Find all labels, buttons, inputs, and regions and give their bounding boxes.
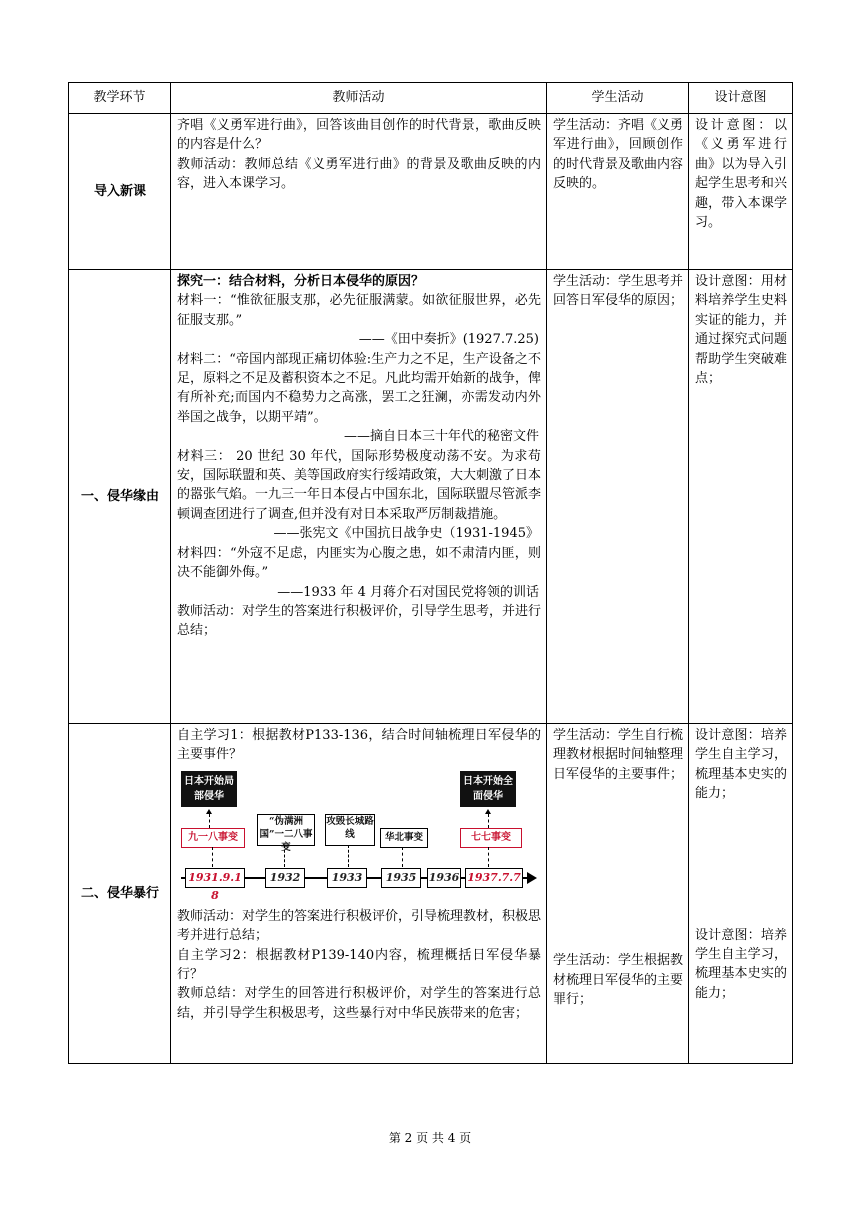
- student-activity: 学生活动：齐唱《义勇军进行曲》，回顾创作的时代背景及歌曲内容反映的。: [547, 114, 689, 270]
- student-activity: [547, 724, 689, 1064]
- teacher-summary: 教师活动：对学生的答案进行积极评价，引导学生思考，并进行总结；: [177, 603, 542, 639]
- timeline-year: 1935: [381, 868, 421, 888]
- text-line: 教师活动：教师总结《义勇军进行曲》的背景及歌曲反映的内容，进入本课学习。: [177, 156, 541, 192]
- inquiry-heading: 探究一：结合材料，分析日本侵华的原因？: [177, 274, 425, 289]
- spacer: [553, 784, 683, 951]
- section-label: 一、侵华缘由: [69, 270, 171, 724]
- design-intent-1: 设计意图：培养学生自主学习，梳理基本史实的能力；: [695, 728, 787, 802]
- dotted-connector: [402, 847, 403, 867]
- design-intent: 设计意图：用材料培养学生史料实证的能力，并通过探究式问题帮助学生突破难点；: [689, 270, 793, 724]
- student-activity: 学生活动：学生思考并回答日军侵华的原因；: [547, 270, 689, 724]
- section-label: 二、侵华暴行: [69, 724, 171, 1064]
- timeline-top-label: 日本开始局部侵华: [181, 771, 237, 807]
- material-1: 材料一：“惟欲征服支那，必先征服满蒙。如欲征服世界，必先征服支那。”: [177, 293, 541, 328]
- student-activity-2: 学生活动：学生根据教材梳理日军侵华的主要罪行；: [553, 953, 684, 1008]
- teacher-activity: [171, 270, 547, 724]
- timeline-year: 1936: [427, 868, 461, 888]
- section-label: 导入新课: [69, 114, 171, 270]
- material-4: 材料四：“外寇不足虑，内匪实为心腹之患，如不肃清内匪，则决不能御外侮。”: [177, 545, 541, 581]
- material-4-source: ——1933 年 4 月蒋介石对国民党将领的训话: [277, 584, 539, 600]
- design-intent: 设计意图：以《义勇军进行曲》以为导入引起学生思考和兴趣，带入本课学习。: [689, 114, 793, 270]
- teacher-activity: [171, 114, 547, 270]
- teacher-activity: [171, 724, 547, 1064]
- dotted-connector: [212, 847, 213, 867]
- timeline-event: 华北事变: [380, 828, 428, 848]
- dotted-connector: [488, 847, 489, 867]
- header-teacher: 教师活动: [171, 83, 547, 114]
- table-row: [69, 270, 793, 724]
- header-design: 设计意图: [689, 83, 793, 114]
- invasion-timeline: [177, 771, 537, 903]
- dotted-connector: [284, 845, 285, 867]
- self-study-1: 自主学习1：根据教材P133-136，结合时间轴梳理日军侵华的主要事件？: [177, 728, 541, 763]
- table-header-row: [69, 83, 793, 114]
- arrow-right-icon: [527, 872, 537, 884]
- material-1-source: ——《田中奏折》(1927.7.25): [358, 332, 539, 348]
- design-intent-2: 设计意图：培养学生自主学习，梳理基本史实的能力；: [695, 927, 787, 1001]
- text-line: 齐唱《义勇军进行曲》，回答该曲目创作的时代背景，歌曲反映的内容是什么？: [177, 118, 541, 153]
- table-row: [69, 114, 793, 270]
- material-3: 材料三： 20 世纪 30 年代，国际形势极度动荡不安。为求苟安，国际联盟和英、美等国政府实行绥靖政策，大大刺激了日本的嚣张气焰。一九三一年日本侵占中国东北，国际联盟尽管派李顿调查团进行了调查,但并没有对日本采取严厉制裁措施。: [177, 448, 542, 522]
- dotted-connector: [209, 814, 210, 828]
- student-activity-1: 学生活动：学生自行梳理教材根据时间轴整理日军侵华的主要事件；: [553, 728, 684, 782]
- header-stage: 教学环节: [69, 83, 171, 114]
- timeline-year: 1937.7.7: [465, 868, 523, 888]
- timeline-year: 1931.9.18: [185, 868, 245, 888]
- table-row: [69, 724, 793, 1064]
- teacher-summary: 教师活动：对学生的答案进行积极评价，引导梳理教材，积极思考并进行总结；: [177, 908, 542, 944]
- lesson-plan-table: [68, 82, 793, 1064]
- timeline-top-label: 日本开始全面侵华: [460, 771, 516, 807]
- material-3-source: ——张宪文《中国抗日战争史（1931-1945》: [273, 526, 539, 542]
- timeline-event: 七七事变: [460, 828, 522, 848]
- header-student: 学生活动: [547, 83, 689, 114]
- dotted-connector: [348, 845, 349, 867]
- timeline-year: 1932: [265, 868, 305, 888]
- self-study-2: 自主学习2：根据教材P139-140内容，梳理概括日军侵华暴行？: [177, 947, 541, 983]
- design-intent: [689, 724, 793, 1064]
- page-footer: 第 2 页 共 4 页: [388, 1131, 472, 1145]
- timeline-event: “伪满洲国”一二八事变: [257, 814, 315, 846]
- timeline-event: 攻毁长城路线: [325, 814, 375, 846]
- material-2-source: ——摘自日本三十年代的秘密文件: [343, 429, 539, 445]
- timeline-event: 九一八事变: [181, 828, 245, 848]
- spacer: [695, 804, 787, 926]
- teacher-summary: 教师总结：对学生的回答进行积极评价，对学生的答案进行总结，并引导学生积极思考，这些暴行对中华民族带来的危害；: [177, 986, 541, 1021]
- dotted-connector: [488, 814, 489, 828]
- timeline-year: 1933: [327, 868, 367, 888]
- material-2: 材料二：“帝国内部现正痛切体验:生产力之不足，生产设备之不足，原料之不足及蓄积资本之不足。凡此均需开始新的战争，俾有所补充;而国内不稳势力之高涨，罢工之狂澜，亦需发动内外举国之战争，以期平靖”。: [177, 351, 542, 425]
